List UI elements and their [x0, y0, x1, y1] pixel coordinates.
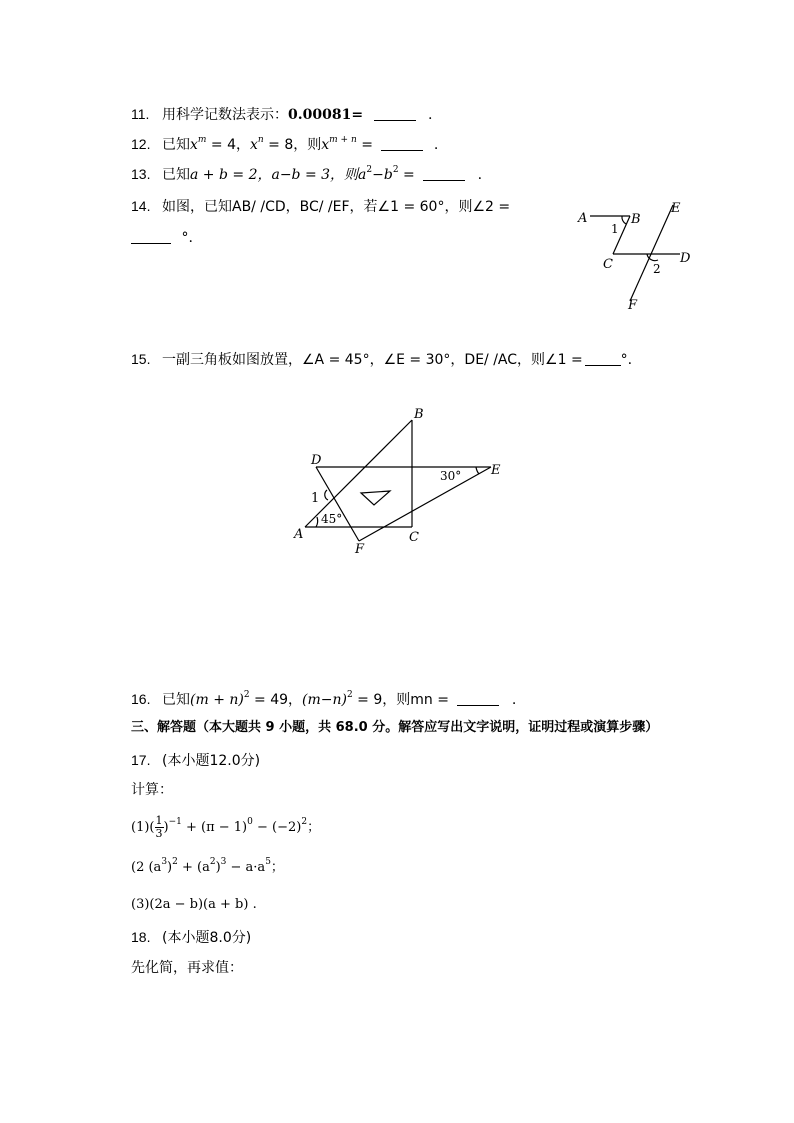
math-expression: = — [356, 137, 378, 153]
answer-blank[interactable] — [131, 229, 171, 244]
superscript: n — [257, 135, 264, 145]
question-number: 17. — [131, 752, 151, 768]
answer-blank[interactable] — [457, 691, 499, 706]
question-points: (本小题12.0分) — [162, 753, 261, 769]
label-e: E — [491, 463, 501, 478]
answer-blank[interactable] — [423, 166, 465, 181]
question-number: 15. — [131, 351, 151, 367]
line-ab — [305, 420, 412, 527]
math-expression: x — [321, 137, 330, 153]
punctuation: °. — [181, 230, 193, 246]
math-expression: = — [398, 167, 420, 183]
math-expression: (1)( — [131, 820, 155, 835]
problem-17-2 — [131, 858, 284, 878]
question-text: 一副三角板如图放置，∠A = 45°，∠E = 30°，DE/ /AC，则∠1 = — [162, 352, 583, 368]
answer-blank[interactable] — [585, 351, 621, 366]
line-df — [316, 467, 359, 541]
punctuation: . — [433, 137, 439, 153]
label-d: D — [680, 251, 691, 266]
superscript: −1 — [168, 817, 182, 827]
superscript: 2 — [392, 165, 399, 175]
question-14 — [131, 196, 510, 217]
math-expression: = 4， — [206, 137, 250, 153]
figure-14 — [570, 195, 700, 315]
label-d: D — [311, 453, 322, 468]
superscript: 2 — [301, 817, 308, 827]
question-text: 已知 — [162, 137, 190, 153]
label-f: F — [355, 542, 365, 557]
angle-1-arc — [622, 216, 626, 224]
punctuation: . — [477, 167, 483, 183]
denominator: 3 — [155, 827, 163, 840]
question-text: 已知 — [162, 167, 190, 183]
math-expression: x — [250, 137, 258, 153]
angle-e-arc — [476, 467, 479, 474]
problem-17-1 — [131, 814, 320, 842]
label-angle-2: 2 — [653, 262, 661, 276]
calc-instruction: 计算： — [131, 782, 173, 798]
question-12 — [131, 134, 438, 155]
punctuation: ； — [307, 820, 321, 835]
question-text: 已知 — [162, 692, 190, 708]
question-number: 16. — [131, 691, 151, 707]
punctuation: . — [511, 692, 517, 708]
question-number: 18. — [131, 929, 151, 945]
punctuation: . — [427, 107, 433, 123]
question-17 — [131, 750, 260, 771]
label-c: C — [409, 530, 419, 545]
math-expression: a + b = 2，a−b = 3，则a — [190, 167, 367, 183]
label-a: A — [294, 527, 304, 542]
math-expression: ) — [215, 860, 221, 875]
superscript: 2 — [366, 165, 373, 175]
label-a: A — [578, 211, 588, 226]
question-11 — [131, 104, 432, 125]
math-expression: (2 (a — [131, 860, 162, 875]
math-expression: + (π − 1) — [181, 820, 248, 835]
angle-a-arc — [316, 517, 318, 527]
question-14-line2 — [131, 228, 193, 248]
question-number: 12. — [131, 136, 151, 152]
angle-1-arc — [325, 490, 328, 500]
question-number: 13. — [131, 166, 151, 182]
superscript: 0 — [247, 817, 253, 827]
simplify-instruction: 先化简，再求值： — [131, 960, 243, 976]
question-18 — [131, 927, 251, 948]
label-45-degrees: 45° — [321, 512, 343, 526]
question-number: 14. — [131, 198, 151, 214]
label-b: B — [631, 212, 641, 227]
label-angle-1: 1 — [311, 491, 320, 506]
label-angle-1: 1 — [611, 222, 619, 236]
math-expression: (m + n) — [190, 692, 244, 708]
superscript: 2 — [347, 690, 353, 700]
math-expression: ) — [163, 820, 169, 835]
superscript: 3 — [220, 857, 227, 867]
label-30-degrees: 30° — [440, 469, 462, 483]
label-b: B — [414, 407, 424, 422]
superscript: 2 — [243, 690, 250, 700]
line-fe — [359, 467, 491, 541]
question-number: 11. — [131, 106, 150, 122]
question-points: (本小题8.0分) — [162, 930, 252, 946]
label-f: F — [628, 298, 638, 313]
answer-blank[interactable] — [381, 136, 423, 151]
superscript: m — [197, 135, 207, 145]
math-expression: 0.00081= — [288, 107, 364, 123]
question-13 — [131, 164, 482, 185]
math-expression: = 8，则 — [263, 137, 322, 153]
question-text: 用科学记数法表示： — [162, 107, 288, 123]
math-expression: x — [190, 137, 198, 153]
superscript: 5 — [265, 857, 271, 867]
question-15 — [131, 349, 632, 370]
fraction-one-third — [155, 815, 164, 840]
superscript: m + n — [329, 135, 357, 145]
math-expression: (m−n) — [302, 692, 347, 708]
superscript: 2 — [172, 857, 178, 867]
math-expression: − a·a — [226, 860, 266, 875]
math-expression: = 9，则mn = — [352, 692, 454, 708]
math-expression: = 49， — [249, 692, 303, 708]
triangle-cutout — [361, 491, 390, 505]
math-expression: + (a — [177, 860, 210, 875]
answer-blank[interactable] — [374, 106, 416, 121]
section-heading: 三、解答题（本大题共 9 小题，共 68.0 分。解答应写出文字说明，证明过程或演算步骤） — [131, 720, 659, 735]
math-expression: − (−2) — [252, 820, 302, 835]
question-text: 如图，已知AB/ /CD，BC/ /EF，若∠1 = 60°，则∠2 = — [162, 199, 511, 215]
figure-15 — [280, 400, 520, 560]
problem-17-3: (3)(2a − b)(a + b) . — [131, 897, 257, 912]
punctuation: °. — [620, 352, 633, 368]
math-expression: ) — [167, 860, 173, 875]
label-c: C — [603, 257, 613, 272]
superscript: 3 — [161, 857, 168, 867]
superscript: 2 — [209, 857, 216, 867]
punctuation: ； — [270, 860, 284, 875]
math-expression: −b — [372, 167, 393, 183]
question-16 — [131, 689, 516, 710]
numerator: 1 — [155, 814, 163, 827]
label-e: E — [671, 201, 681, 216]
